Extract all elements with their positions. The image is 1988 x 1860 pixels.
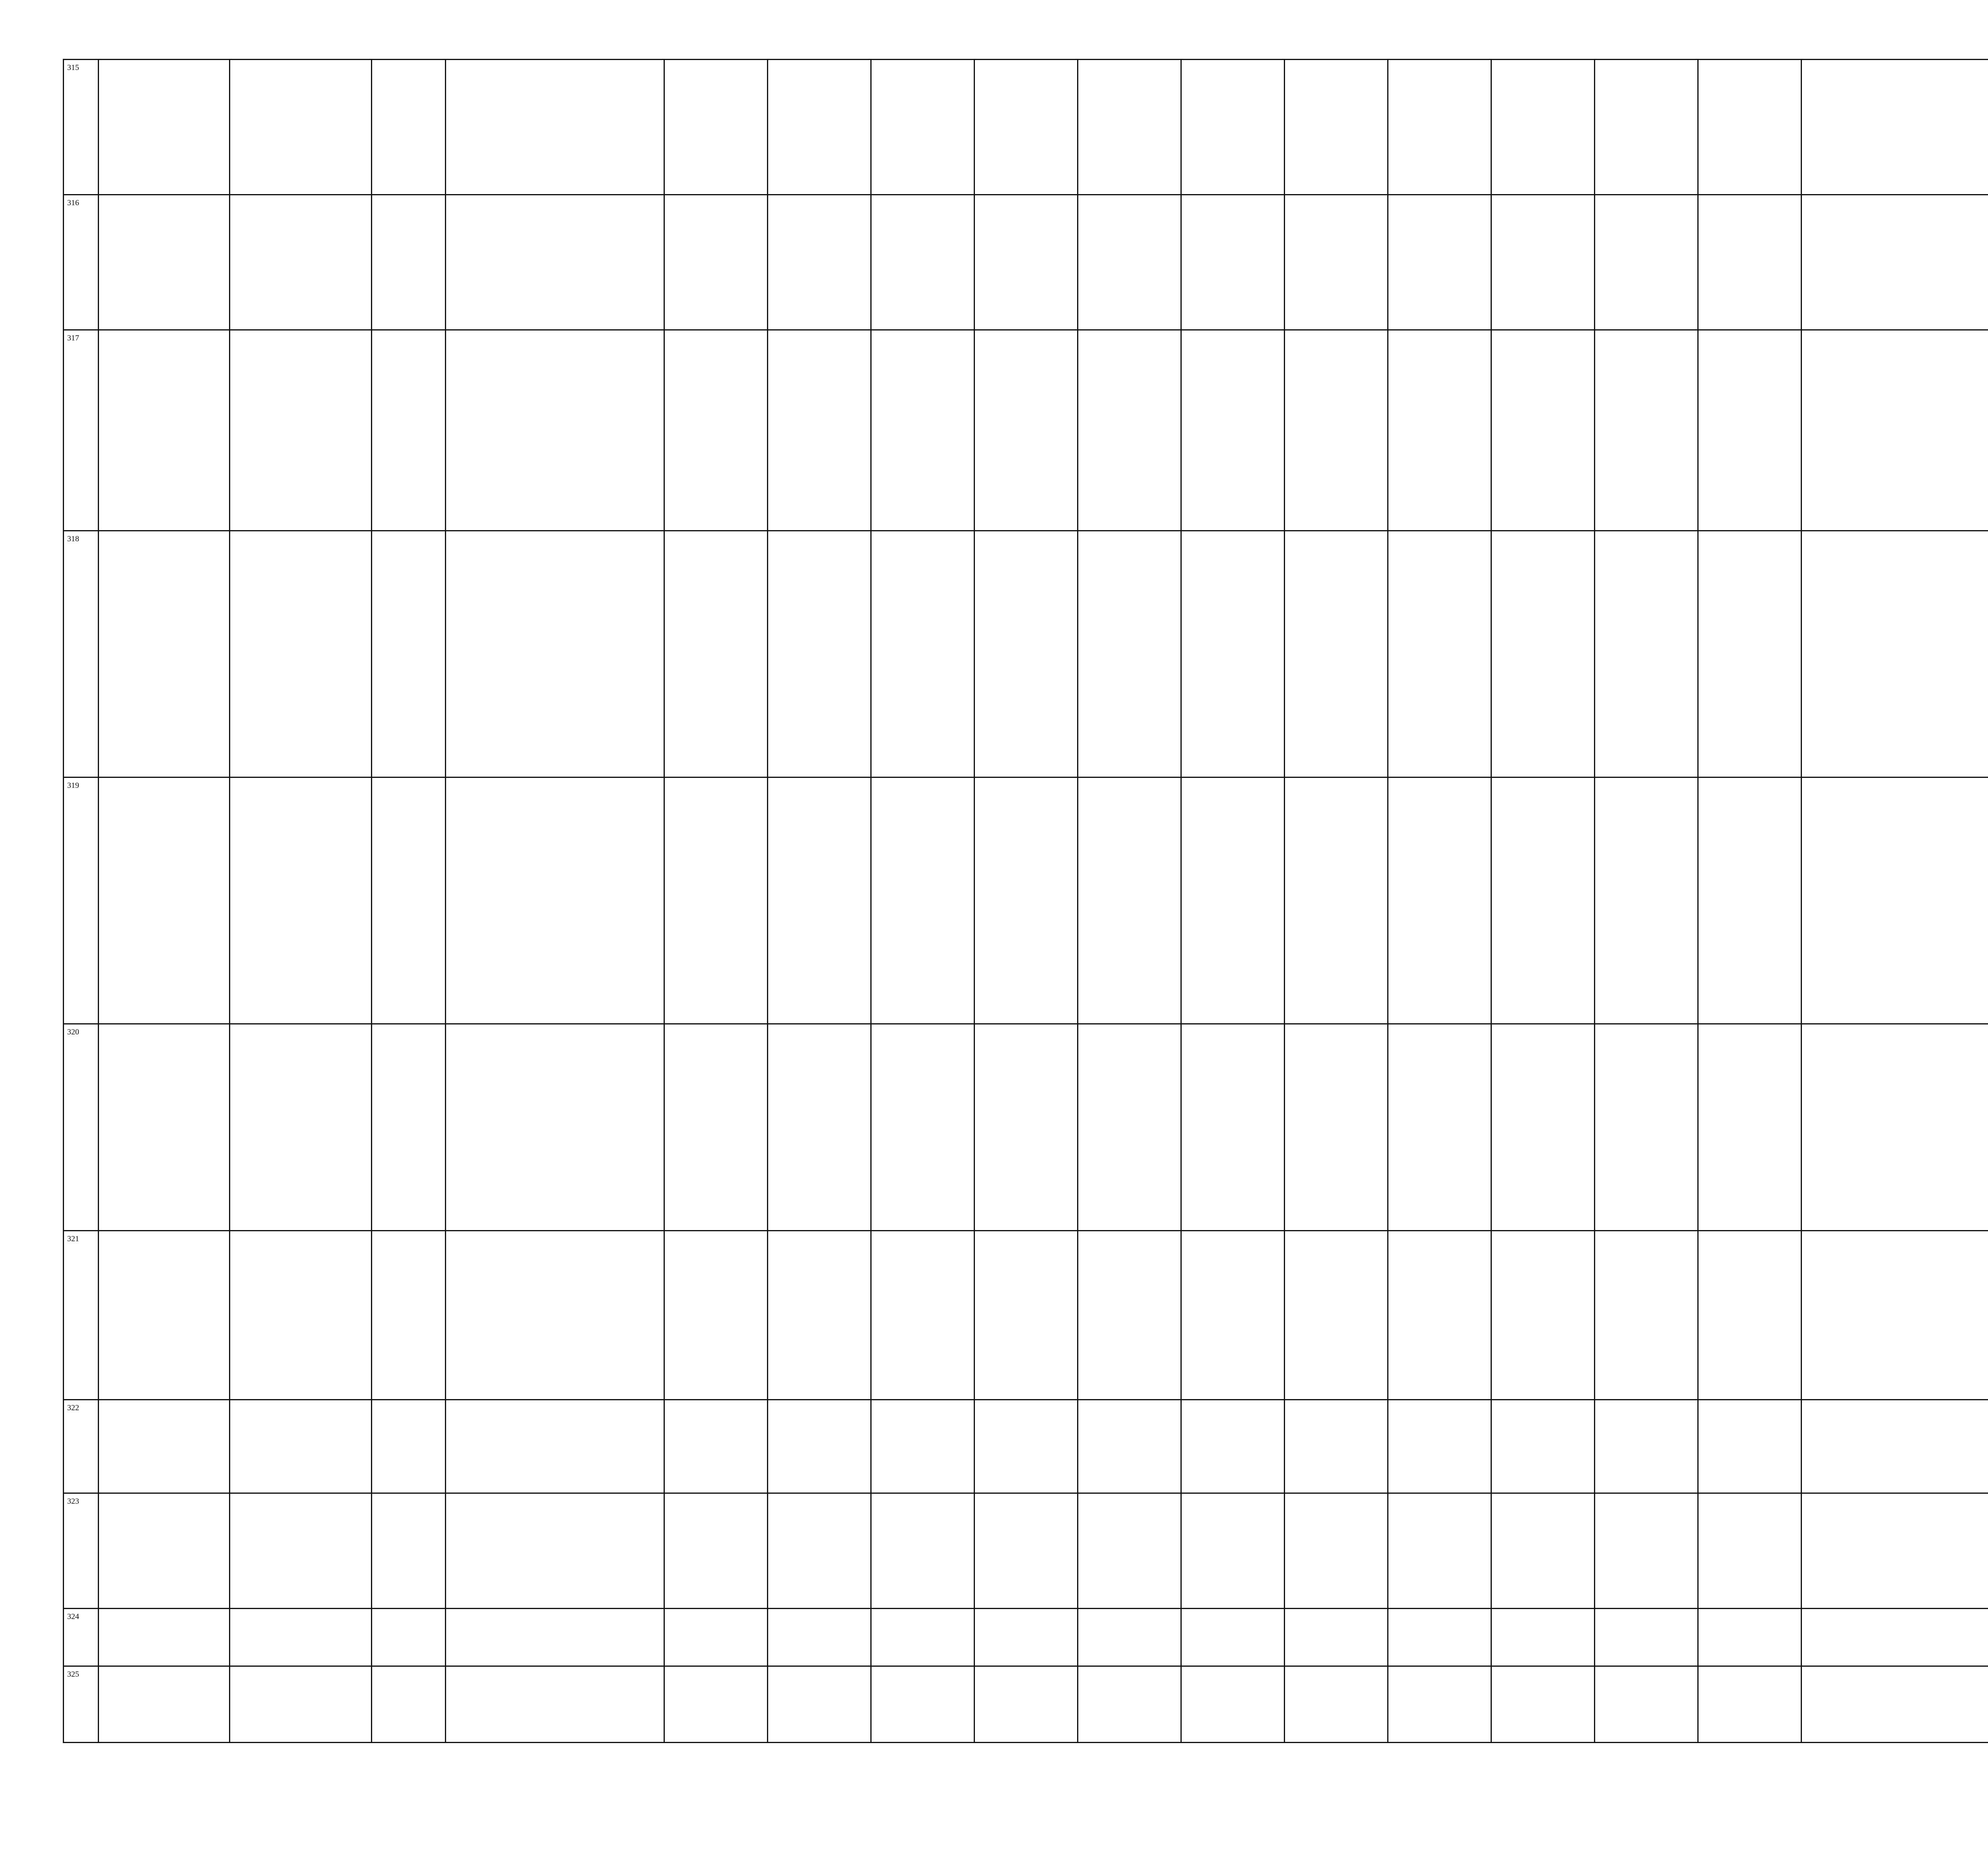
table-cell bbox=[1285, 1400, 1388, 1493]
table-cell bbox=[1802, 60, 1988, 195]
table-cell bbox=[1388, 330, 1491, 531]
table-cell bbox=[1285, 1666, 1388, 1743]
table-cell bbox=[1595, 1231, 1698, 1400]
table-cell bbox=[1388, 1231, 1491, 1400]
row-number-cell: 323 bbox=[64, 1493, 99, 1609]
table-cell bbox=[975, 330, 1078, 531]
table-cell bbox=[1595, 531, 1698, 777]
table-cell bbox=[664, 1024, 768, 1231]
table-cell bbox=[1078, 777, 1181, 1024]
table-cell bbox=[1491, 1231, 1595, 1400]
table-cell bbox=[1285, 531, 1388, 777]
table-cell bbox=[1491, 1493, 1595, 1609]
table-cell bbox=[372, 1400, 446, 1493]
table-cell bbox=[230, 1666, 372, 1743]
table-cell bbox=[1078, 60, 1181, 195]
table-cell bbox=[664, 777, 768, 1024]
table-cell bbox=[1802, 1609, 1988, 1666]
table-cell bbox=[1491, 777, 1595, 1024]
table-cell bbox=[1802, 1400, 1988, 1493]
table-cell bbox=[975, 777, 1078, 1024]
table-cell bbox=[1802, 1666, 1988, 1743]
row-number-cell: 321 bbox=[64, 1231, 99, 1400]
table-cell bbox=[1698, 1666, 1802, 1743]
table-cell bbox=[975, 1493, 1078, 1609]
table-cell bbox=[1181, 1024, 1285, 1231]
table-cell bbox=[1491, 60, 1595, 195]
table-cell bbox=[372, 1609, 446, 1666]
table-cell bbox=[1388, 531, 1491, 777]
table-cell bbox=[99, 1024, 230, 1231]
table-cell bbox=[99, 1666, 230, 1743]
registry-table bbox=[63, 59, 1988, 1743]
table-row bbox=[64, 1024, 1988, 1231]
table-cell bbox=[230, 777, 372, 1024]
table-cell bbox=[1698, 60, 1802, 195]
table-cell bbox=[372, 531, 446, 777]
table-cell bbox=[1078, 531, 1181, 777]
table-cell bbox=[372, 1666, 446, 1743]
table-cell bbox=[1595, 1666, 1698, 1743]
table-cell bbox=[1698, 1231, 1802, 1400]
table-cell bbox=[1285, 195, 1388, 330]
row-number-cell: 319 bbox=[64, 777, 99, 1024]
table-cell bbox=[1078, 195, 1181, 330]
table-cell bbox=[446, 1609, 664, 1666]
table-cell bbox=[1595, 195, 1698, 330]
table-cell bbox=[975, 531, 1078, 777]
table-cell bbox=[99, 1493, 230, 1609]
table-row bbox=[64, 1666, 1988, 1743]
table-cell bbox=[768, 1609, 871, 1666]
table-cell bbox=[1181, 1609, 1285, 1666]
table-cell bbox=[446, 1493, 664, 1609]
table-cell bbox=[446, 195, 664, 330]
table-cell bbox=[1698, 1400, 1802, 1493]
table-cell bbox=[975, 195, 1078, 330]
table-cell bbox=[1802, 531, 1988, 777]
table-cell bbox=[871, 531, 975, 777]
table-row bbox=[64, 330, 1988, 531]
table-cell bbox=[230, 1231, 372, 1400]
table-cell bbox=[664, 531, 768, 777]
table-cell bbox=[1078, 1400, 1181, 1493]
table-cell bbox=[1595, 60, 1698, 195]
table-cell bbox=[664, 1609, 768, 1666]
table-row bbox=[64, 1400, 1988, 1493]
table-row bbox=[64, 195, 1988, 330]
row-number-cell: 317 bbox=[64, 330, 99, 531]
table-cell bbox=[871, 1400, 975, 1493]
table-cell bbox=[664, 1231, 768, 1400]
table-cell bbox=[1491, 195, 1595, 330]
table-cell bbox=[1595, 330, 1698, 531]
table-cell bbox=[1595, 1609, 1698, 1666]
table-cell bbox=[1698, 531, 1802, 777]
table-cell bbox=[1698, 1493, 1802, 1609]
table-cell bbox=[1491, 1666, 1595, 1743]
table-cell bbox=[975, 1666, 1078, 1743]
table-cell bbox=[99, 777, 230, 1024]
table-cell bbox=[230, 330, 372, 531]
table-cell bbox=[1491, 1609, 1595, 1666]
table-cell bbox=[1285, 60, 1388, 195]
table-cell bbox=[99, 60, 230, 195]
table-cell bbox=[871, 777, 975, 1024]
table-cell bbox=[1698, 330, 1802, 531]
table-cell bbox=[1078, 1609, 1181, 1666]
table-cell bbox=[1802, 1493, 1988, 1609]
table-cell bbox=[975, 1231, 1078, 1400]
table-cell bbox=[446, 777, 664, 1024]
table-cell bbox=[1802, 1231, 1988, 1400]
table-cell bbox=[1491, 1400, 1595, 1493]
table-cell bbox=[230, 60, 372, 195]
table-cell bbox=[975, 1400, 1078, 1493]
table-cell bbox=[975, 60, 1078, 195]
table-row bbox=[64, 531, 1988, 777]
table-cell bbox=[230, 531, 372, 777]
table-cell bbox=[230, 1024, 372, 1231]
table-cell bbox=[664, 1666, 768, 1743]
table-cell bbox=[1181, 531, 1285, 777]
table-cell bbox=[1388, 1609, 1491, 1666]
table-cell bbox=[99, 1231, 230, 1400]
table-cell bbox=[871, 1493, 975, 1609]
table-cell bbox=[99, 330, 230, 531]
table-cell bbox=[664, 60, 768, 195]
table-cell bbox=[1802, 330, 1988, 531]
table-cell bbox=[446, 60, 664, 195]
table-cell bbox=[768, 60, 871, 195]
table-cell bbox=[1595, 1400, 1698, 1493]
row-number-cell: 320 bbox=[64, 1024, 99, 1231]
row-number-cell: 322 bbox=[64, 1400, 99, 1493]
table-cell bbox=[1388, 777, 1491, 1024]
table-cell bbox=[768, 1493, 871, 1609]
row-number-cell: 324 bbox=[64, 1609, 99, 1666]
row-number-cell: 315 bbox=[64, 60, 99, 195]
table-cell bbox=[1698, 1024, 1802, 1231]
table-cell bbox=[975, 1024, 1078, 1231]
table-cell bbox=[1181, 1666, 1285, 1743]
table-cell bbox=[1181, 777, 1285, 1024]
table-cell bbox=[1181, 1231, 1285, 1400]
table-row bbox=[64, 1231, 1988, 1400]
table-row bbox=[64, 777, 1988, 1024]
table-cell bbox=[1595, 777, 1698, 1024]
table-cell bbox=[1388, 1666, 1491, 1743]
table-cell bbox=[768, 1666, 871, 1743]
table-cell bbox=[99, 1400, 230, 1493]
table-cell bbox=[230, 1493, 372, 1609]
table-cell bbox=[768, 1400, 871, 1493]
table-cell bbox=[99, 195, 230, 330]
table-cell bbox=[664, 330, 768, 531]
table-cell bbox=[1078, 1666, 1181, 1743]
table-cell bbox=[1802, 1024, 1988, 1231]
row-number-cell: 325 bbox=[64, 1666, 99, 1743]
table-cell bbox=[664, 1400, 768, 1493]
row-number-cell: 318 bbox=[64, 531, 99, 777]
table-cell bbox=[446, 1666, 664, 1743]
table-cell bbox=[1285, 777, 1388, 1024]
table-cell bbox=[372, 195, 446, 330]
table-cell bbox=[372, 1493, 446, 1609]
table-cell bbox=[372, 60, 446, 195]
table-cell bbox=[871, 1609, 975, 1666]
table-cell bbox=[230, 1400, 372, 1493]
table-cell bbox=[1285, 1609, 1388, 1666]
table-cell bbox=[1078, 1231, 1181, 1400]
table-cell bbox=[446, 1024, 664, 1231]
table-cell bbox=[871, 1231, 975, 1400]
table-cell bbox=[1698, 777, 1802, 1024]
table-cell bbox=[372, 1231, 446, 1400]
table-cell bbox=[372, 330, 446, 531]
table-cell bbox=[1388, 1400, 1491, 1493]
table-cell bbox=[446, 1231, 664, 1400]
table-cell bbox=[1388, 1024, 1491, 1231]
table-cell bbox=[768, 195, 871, 330]
table-cell bbox=[768, 1231, 871, 1400]
table-cell bbox=[446, 531, 664, 777]
table-cell bbox=[768, 531, 871, 777]
table-cell bbox=[1285, 1231, 1388, 1400]
table-cell bbox=[1285, 1024, 1388, 1231]
table-cell bbox=[1698, 195, 1802, 330]
row-number-cell: 316 bbox=[64, 195, 99, 330]
table-cell bbox=[768, 777, 871, 1024]
table-cell bbox=[1181, 195, 1285, 330]
table-cell bbox=[871, 60, 975, 195]
table-cell bbox=[975, 1609, 1078, 1666]
table-cell bbox=[446, 330, 664, 531]
table-cell bbox=[1285, 330, 1388, 531]
table-cell bbox=[446, 1400, 664, 1493]
table-cell bbox=[1181, 60, 1285, 195]
table-cell bbox=[1595, 1493, 1698, 1609]
table-cell bbox=[1285, 1493, 1388, 1609]
table-cell bbox=[1802, 195, 1988, 330]
table-cell bbox=[230, 1609, 372, 1666]
table-cell bbox=[1181, 1493, 1285, 1609]
table-cell bbox=[99, 531, 230, 777]
table-cell bbox=[1698, 1609, 1802, 1666]
table-cell bbox=[1388, 1493, 1491, 1609]
table-cell bbox=[1078, 1493, 1181, 1609]
table-cell bbox=[1078, 330, 1181, 531]
table-row bbox=[64, 60, 1988, 195]
table-cell bbox=[768, 1024, 871, 1231]
table-cell bbox=[1181, 1400, 1285, 1493]
table-cell bbox=[768, 330, 871, 531]
table-cell bbox=[871, 195, 975, 330]
table-cell bbox=[1388, 60, 1491, 195]
table-cell bbox=[1491, 531, 1595, 777]
table-cell bbox=[1078, 1024, 1181, 1231]
table-cell bbox=[1802, 777, 1988, 1024]
table-cell bbox=[1595, 1024, 1698, 1231]
table-row bbox=[64, 1609, 1988, 1666]
table-cell bbox=[1388, 195, 1491, 330]
table-cell bbox=[1491, 1024, 1595, 1231]
table-cell bbox=[871, 330, 975, 531]
table-cell bbox=[664, 195, 768, 330]
table-cell bbox=[230, 195, 372, 330]
table-cell bbox=[99, 1609, 230, 1666]
table-cell bbox=[871, 1024, 975, 1231]
table-cell bbox=[372, 1024, 446, 1231]
table-cell bbox=[1491, 330, 1595, 531]
table-cell bbox=[1181, 330, 1285, 531]
table-row bbox=[64, 1493, 1988, 1609]
table-cell bbox=[372, 777, 446, 1024]
table-cell bbox=[664, 1493, 768, 1609]
table-cell bbox=[871, 1666, 975, 1743]
